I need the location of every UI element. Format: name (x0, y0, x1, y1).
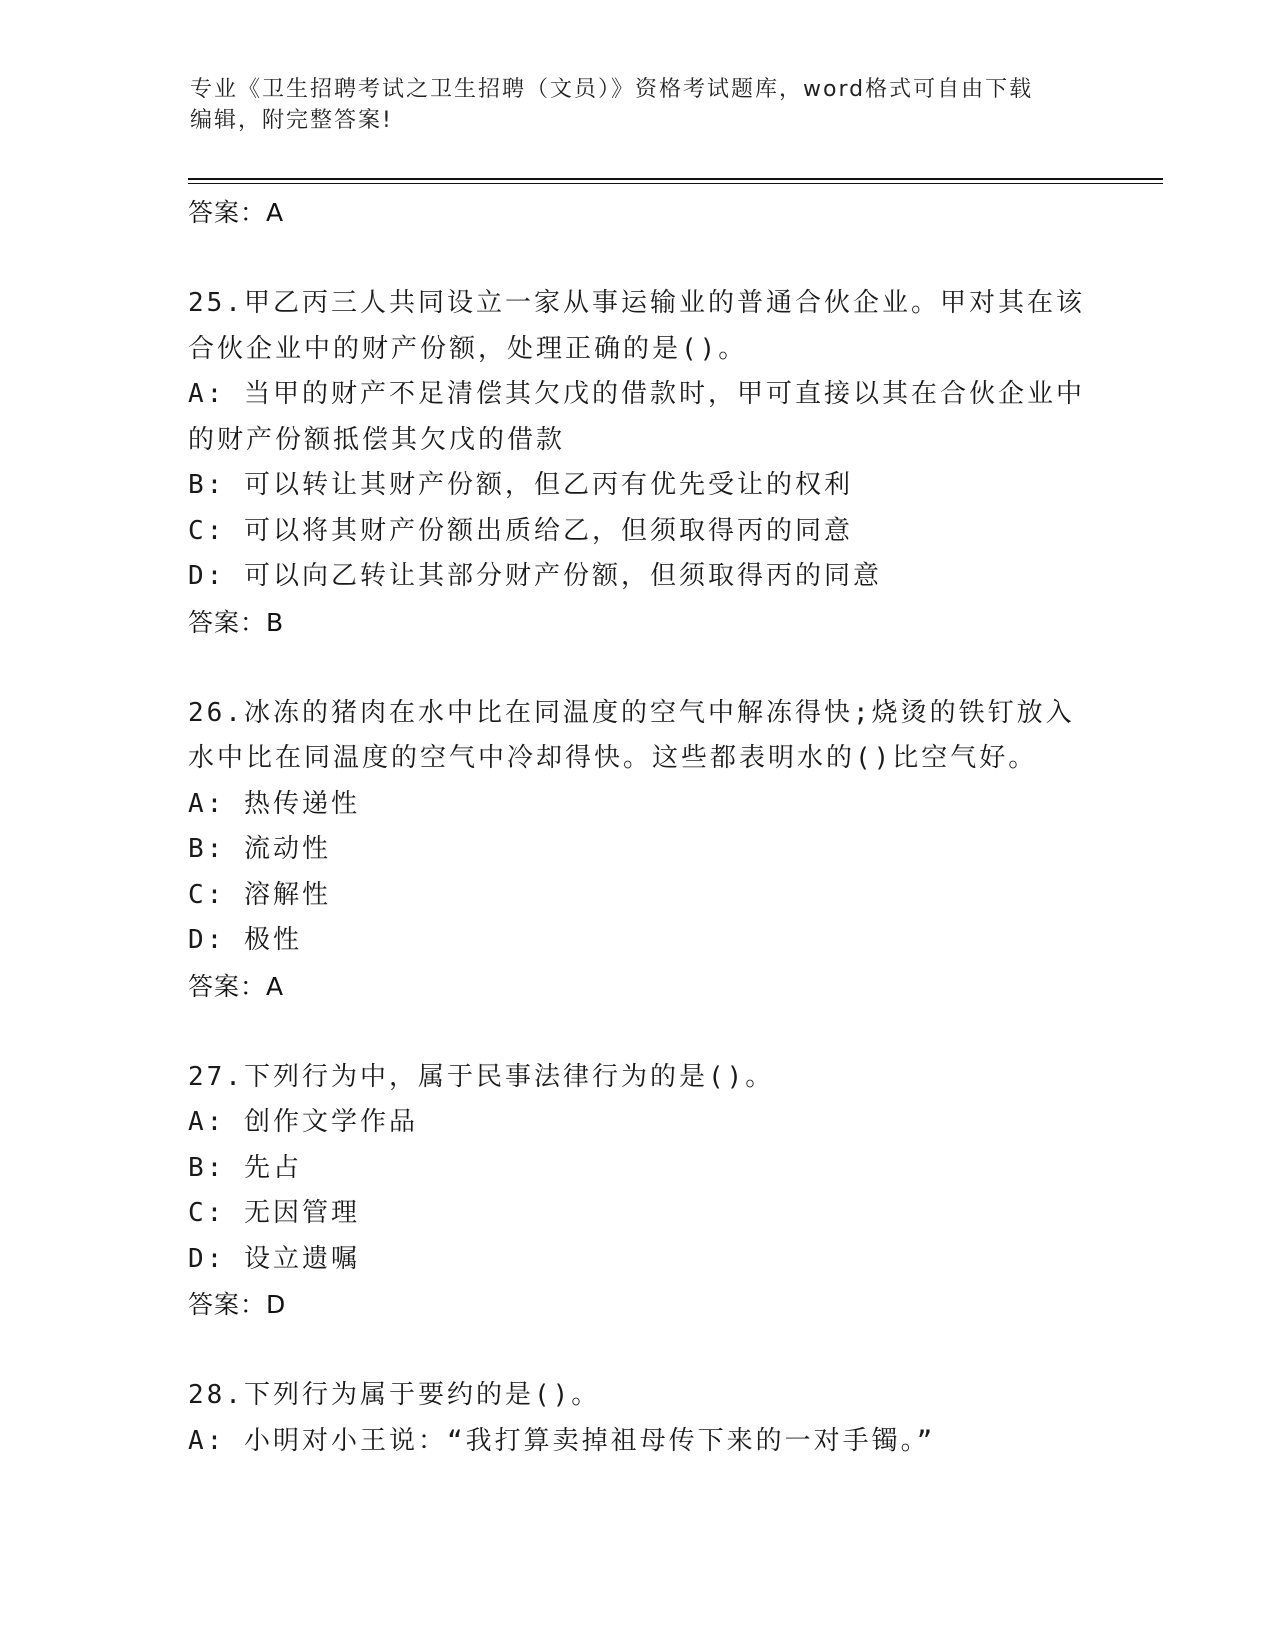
question-block (188, 1373, 1088, 1464)
question-stem-line: 26.冰冻的猪肉在水中比在同温度的空气中解冻得快;烧烫的铁钉放入 (188, 697, 1075, 728)
option-b: B: 先占 (188, 1152, 302, 1183)
option-a: A: 创作文学作品 (188, 1107, 418, 1137)
option-d: D: 极性 (188, 925, 302, 955)
question-stem-line: 27.下列行为中，属于民事法律行为的是()。 (188, 1061, 775, 1092)
answer-line: 答案：B (188, 607, 285, 637)
question-stem-line: 合伙企业中的财产份额，处理正确的是()。 (188, 333, 748, 364)
option-c: C: 无因管理 (188, 1198, 360, 1228)
question-stem-line: 25.甲乙丙三人共同设立一家从事运输业的普通合伙企业。甲对其在该 (188, 288, 1085, 318)
option-a-line: 的财产份额抵偿其欠戊的借款 (188, 424, 566, 455)
question-block (188, 1055, 1088, 1328)
option-c: C: 可以将其财产份额出质给乙，但须取得丙的同意 (188, 515, 853, 546)
question-stem-line: 水中比在同温度的空气中冷却得快。这些都表明水的()比空气好。 (188, 743, 1038, 773)
option-a-line: A: 当甲的财产不足清偿其欠戊的借款时，甲可直接以其在合伙企业中 (188, 379, 1085, 409)
answer-line: 答案：A (188, 198, 285, 227)
header-line-2: 编辑，附完整答案! (190, 108, 393, 133)
option-d: D: 可以向乙转让其部分财产份额，但须取得丙的同意 (188, 561, 882, 591)
option-a: A: 热传递性 (188, 788, 360, 819)
question-block (188, 691, 1088, 1009)
option-d: D: 设立遗嘱 (188, 1243, 360, 1274)
option-a: A: 小明对小王说：“我打算卖掉祖母传下来的一对手镯。” (188, 1425, 936, 1456)
header-divider-thick (188, 178, 1163, 180)
option-b: B: 可以转让其财产份额，但乙丙有优先受让的权利 (188, 470, 853, 500)
header-line-1: 专业《卫生招聘考试之卫生招聘（文员）》资格考试题库，word格式可自由下载 (190, 77, 1034, 102)
answer-line: 答案：D (188, 1290, 287, 1319)
option-c: C: 溶解性 (188, 879, 331, 910)
question-stem-line: 28.下列行为属于要约的是()。 (188, 1380, 601, 1410)
answer-line: 答案：A (188, 971, 285, 1001)
question-block (188, 281, 1088, 645)
option-b: B: 流动性 (188, 834, 331, 864)
page-header (190, 74, 1090, 136)
question-list (188, 190, 1088, 1464)
header-divider-thin (188, 183, 1163, 184)
